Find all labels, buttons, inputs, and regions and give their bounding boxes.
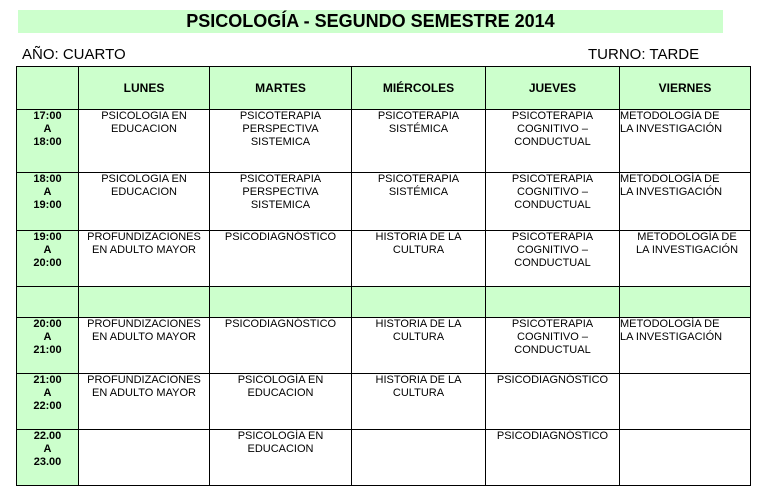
time-slot: 20:00 A 21:00 (17, 318, 79, 374)
day-header-wednesday: MIÉRCOLES (352, 67, 486, 110)
schedule-cell: PSICOLOGÍA EN EDUCACION (210, 430, 352, 486)
time-slot: 19:00 A 20:00 (17, 231, 79, 287)
day-header-friday: VIERNES (620, 67, 751, 110)
shift-label: TURNO: TARDE (588, 46, 700, 63)
schedule-cell: PSICODIAGNÓSTICO (486, 430, 620, 486)
time-slot: 22.00 A 23.00 (17, 430, 79, 486)
schedule-cell: PSICOTERAPIA PERSPECTIVA SISTEMICA (210, 110, 352, 173)
day-header-thursday: JUEVES (486, 67, 620, 110)
year-label: AÑO: CUARTO (22, 46, 126, 63)
schedule-cell: PSICODIAGNÓSTICO (210, 318, 352, 374)
schedule-cell: METODOLOGÍA DE LA INVESTIGACIÓN (620, 110, 751, 173)
schedule-cell: HISTORIA DE LA CULTURA (352, 318, 486, 374)
schedule-cell: PSICOLOGIA EN EDUCACION (79, 110, 210, 173)
page-title: PSICOLOGÍA - SEGUNDO SEMESTRE 2014 (18, 10, 723, 33)
schedule-cell (352, 430, 486, 486)
schedule-cell: PROFUNDIZACIONES EN ADULTO MAYOR (79, 231, 210, 287)
schedule-cell (620, 374, 751, 430)
schedule-cell: PSICOLOGÍA EN EDUCACION (210, 374, 352, 430)
schedule-cell: PSICODIAGNÓSTICO (210, 231, 352, 287)
schedule-cell: METODOLOGÍA DE LA INVESTIGACIÓN (620, 231, 751, 287)
schedule-cell: PSICODIAGNÓSTICO (486, 374, 620, 430)
time-slot: 17:00 A 18:00 (17, 110, 79, 173)
break-cell (210, 287, 352, 318)
break-cell (17, 287, 79, 318)
time-slot: 21:00 A 22:00 (17, 374, 79, 430)
schedule-cell (79, 430, 210, 486)
time-slot: 18:00 A 19:00 (17, 173, 79, 231)
day-header-monday: LUNES (79, 67, 210, 110)
table-row (17, 318, 751, 374)
schedule-cell: PSICOTERAPIA COGNITIVO – CONDUCTUAL (486, 231, 620, 287)
schedule-cell (620, 430, 751, 486)
table-row (17, 231, 751, 287)
table-row (17, 173, 751, 231)
schedule-cell: PSICOTERAPIA COGNITIVO – CONDUCTUAL (486, 173, 620, 231)
break-cell (79, 287, 210, 318)
break-cell (352, 287, 486, 318)
schedule-cell: PSICOLOGIA EN EDUCACION (79, 173, 210, 231)
schedule-cell: PSICOTERAPIA SISTÉMICA (352, 173, 486, 231)
schedule-cell: METODOLOGÍA DE LA INVESTIGACIÓN (620, 318, 751, 374)
header-row (17, 67, 751, 110)
break-cell (620, 287, 751, 318)
table-row (17, 430, 751, 486)
schedule-cell: PSICOTERAPIA COGNITIVO – CONDUCTUAL (486, 110, 620, 173)
break-row (17, 287, 751, 318)
schedule-cell: PSICOTERAPIA PERSPECTIVA SISTEMICA (210, 173, 352, 231)
schedule-cell: PSICOTERAPIA COGNITIVO – CONDUCTUAL (486, 318, 620, 374)
schedule-cell: HISTORIA DE LA CULTURA (352, 374, 486, 430)
schedule-cell: PROFUNDIZACIONES EN ADULTO MAYOR (79, 374, 210, 430)
header-corner-cell (17, 67, 79, 110)
day-header-tuesday: MARTES (210, 67, 352, 110)
schedule-cell: PSICOTERAPIA SISTÉMICA (352, 110, 486, 173)
schedule-cell: METODOLOGÍA DE LA INVESTIGACIÓN (620, 173, 751, 231)
schedule-table (16, 66, 751, 486)
schedule-cell: HISTORIA DE LA CULTURA (352, 231, 486, 287)
table-row (17, 110, 751, 173)
table-row (17, 374, 751, 430)
schedule-cell: PROFUNDIZACIONES EN ADULTO MAYOR (79, 318, 210, 374)
break-cell (486, 287, 620, 318)
